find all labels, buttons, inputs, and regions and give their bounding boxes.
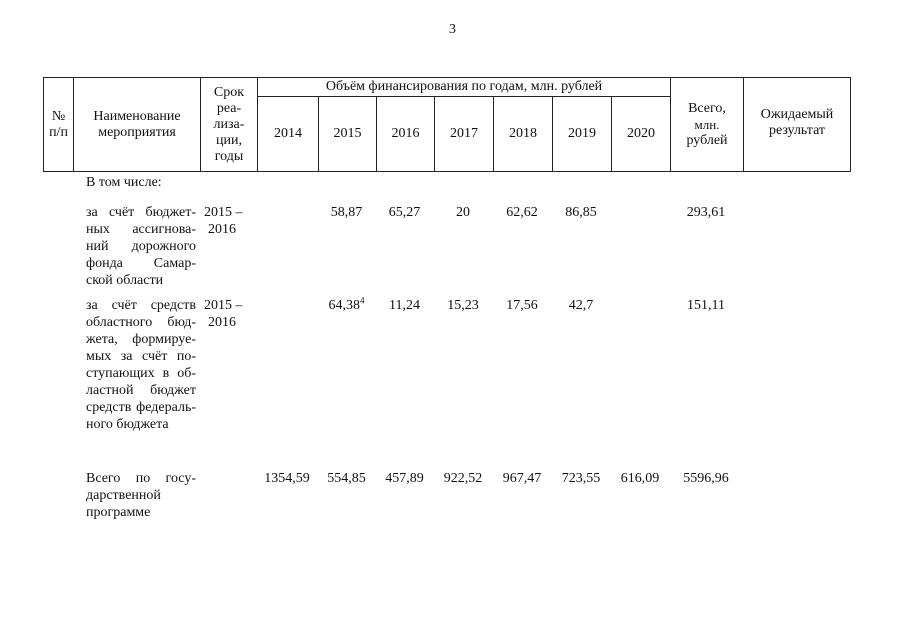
row-2-label: за счёт средств областного бюд- жета, формируе- мых за счёт по- ступающих в об- ластной бюджет средств федераль- ного бюджета <box>86 298 196 432</box>
header-name: Наименование мероприятия <box>93 108 181 140</box>
footnote-marker: 4 <box>360 295 365 306</box>
row-3-value-2016: 457,89 <box>385 471 424 486</box>
header-term: Срок реа- лиза- ции, годы <box>213 84 245 164</box>
row-2-total: 151,11 <box>687 298 725 313</box>
header-funding-title: Объём финансирования по годам, млн. рублей <box>325 79 603 94</box>
row-1-total: 293,61 <box>686 205 726 220</box>
row-2-value-2016: 11,24 <box>389 298 420 313</box>
header-year-2019: 2019 <box>568 126 596 141</box>
row-1-value-2018: 62,62 <box>506 205 538 220</box>
table-header <box>43 77 851 172</box>
row-2-value-2017: 15,23 <box>447 298 479 313</box>
header-year-2017: 2017 <box>450 126 478 141</box>
header-total: Всего, млн. рублей <box>686 100 728 148</box>
row-1-value-2017: 20 <box>456 205 470 220</box>
header-year-2020: 2020 <box>627 126 655 141</box>
row-1-term: 2015 – 2016 <box>204 205 243 237</box>
row-2-value-2018: 17,56 <box>506 298 538 313</box>
header-year-2015: 2015 <box>333 126 362 141</box>
including-label: В том числе: <box>86 175 162 190</box>
row-3-value-2017: 922,52 <box>443 471 483 486</box>
row-3-value-2019: 723,55 <box>561 471 601 486</box>
row-1-value-2016: 65,27 <box>388 205 421 220</box>
row-3-value-2018: 967,47 <box>502 471 542 486</box>
page-number: 3 <box>449 22 456 37</box>
row-3-value-2015: 554,85 <box>327 471 366 486</box>
row-2-value-2019: 42,7 <box>568 298 594 313</box>
row-3-value-2014: 1354,59 <box>264 471 310 486</box>
row-2-value-2015: 64,38$^4$ <box>328 295 365 313</box>
row-1-value-2019: 86,85 <box>565 205 597 220</box>
header-result: Ожидаемый результат <box>760 107 834 138</box>
header-num: № п/п <box>49 108 68 140</box>
row-3-value-2020: 616,09 <box>620 471 660 486</box>
row-3-total: 5596,96 <box>683 471 729 486</box>
row-2-term: 2015 – 2016 <box>204 298 243 330</box>
row-1-label: за счёт бюджет- ных ассигнова- ний дорожного фонда Самар- ской области <box>86 205 196 288</box>
row-3-label: Всего по госу- дарственной программе <box>86 471 196 520</box>
row-1-value-2015: 58,87 <box>330 205 363 220</box>
header-year-2016: 2016 <box>391 126 420 141</box>
header-year-2014: 2014 <box>274 126 302 141</box>
header-year-2018: 2018 <box>509 126 537 141</box>
